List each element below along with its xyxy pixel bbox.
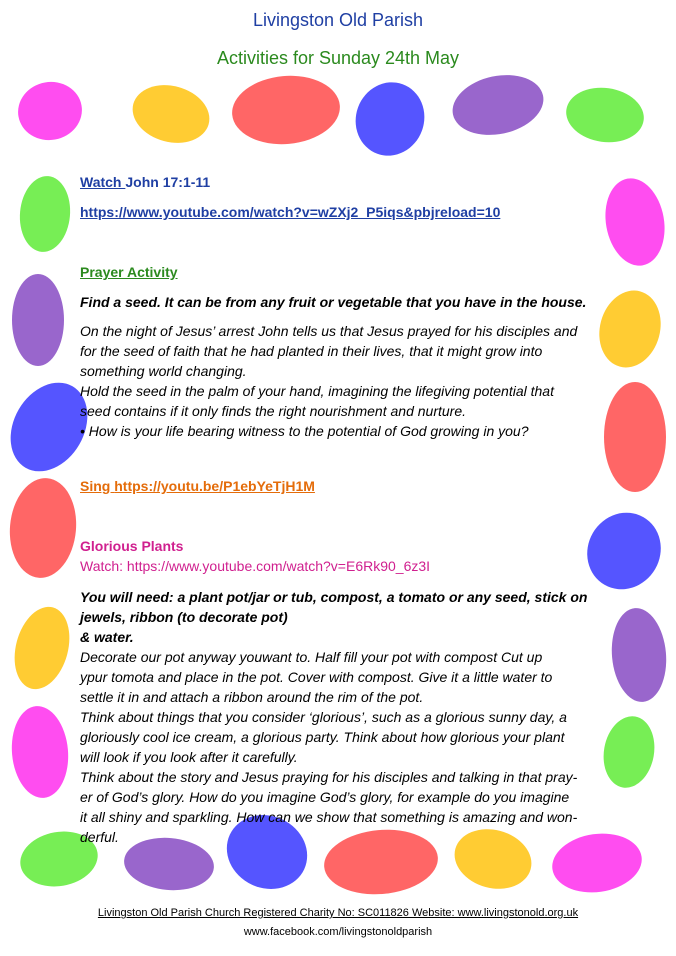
plants-instructions bbox=[80, 647, 600, 847]
page-subtitle: Activities for Sunday 24th May bbox=[216, 48, 460, 68]
prayer-line: for the seed of faith that he had planted in their lives, that it might grow into bbox=[80, 343, 543, 359]
decorative-blob bbox=[13, 77, 86, 145]
decorative-blob bbox=[608, 606, 670, 704]
prayer-text bbox=[80, 321, 600, 441]
requirements-line: You will need: a plant pot/jar or tub, compost, a tomato or any seed, stick on bbox=[80, 589, 588, 605]
decorative-blob bbox=[563, 83, 648, 147]
plants-watch-link[interactable]: Watch: https://www.youtube.com/watch?v=E6Rk90_6z3I bbox=[80, 558, 431, 574]
instruction-line: Decorate our pot anyway youwant to. Half fill your pot with compost Cut up bbox=[80, 649, 543, 665]
watch-label: Watch bbox=[80, 174, 126, 190]
sing-line bbox=[80, 476, 600, 496]
decorative-blob bbox=[229, 71, 343, 148]
prayer-instruction: Find a seed. It can be from any fruit or vegetable that you have in the house. bbox=[80, 294, 587, 310]
decorative-blob bbox=[12, 274, 64, 366]
decorative-blob bbox=[599, 174, 671, 271]
instruction-line: derful. bbox=[80, 829, 119, 845]
instruction-line: settle it in and attach a ribbon around the rim of the pot. bbox=[80, 689, 424, 705]
requirements-line: jewels, ribbon (to decorate pot) bbox=[80, 609, 288, 625]
plants-requirements bbox=[80, 587, 600, 647]
prayer-line: something world changing. bbox=[80, 363, 247, 379]
footer-facebook-line[interactable]: www.facebook.com/livingstonoldparish bbox=[243, 926, 433, 938]
instruction-line: Think about the story and Jesus praying for his disciples and talking in that pray- bbox=[80, 769, 578, 785]
decorative-blob bbox=[604, 382, 666, 492]
decorative-blob bbox=[345, 73, 434, 166]
decorative-blob bbox=[126, 77, 216, 151]
watch-video-link[interactable]: https://www.youtube.com/watch?v=wZXj2_P5iqs&pbjreload=10 bbox=[80, 204, 501, 220]
footer-charity-line[interactable]: Livingston Old Parish Church Registered Charity No: SC011826 Website: www.livingstonold.org.uk bbox=[97, 907, 579, 919]
prayer-line: Hold the seed in the palm of your hand, imagining the lifegiving potential that bbox=[80, 383, 554, 399]
decorative-blob bbox=[17, 174, 73, 254]
prayer-line: • How is your life bearing witness to the potential of God growing in you? bbox=[80, 423, 529, 439]
sing-label: Sing bbox=[80, 478, 115, 494]
requirements-line: & water. bbox=[80, 629, 134, 645]
plants-heading: Glorious Plants bbox=[80, 538, 184, 554]
instruction-line: gloriously cool ice cream, a glorious party. Think about how glorious your plant bbox=[80, 729, 565, 745]
instruction-line: ypur tomota and place in the pot. Cover with compost. Give it a little water to bbox=[80, 669, 553, 685]
instruction-line: Think about things that you consider ‘glorious’, such as a glorious sunny day, a bbox=[80, 709, 567, 725]
decorative-blob bbox=[591, 284, 669, 375]
page-title: Livingston Old Parish bbox=[252, 10, 424, 30]
sing-video-link[interactable]: https://youtu.be/P1ebYeTjH1M bbox=[114, 478, 315, 494]
decorative-blob bbox=[6, 601, 78, 696]
watch-line bbox=[80, 172, 600, 192]
prayer-line: seed contains if it only finds the right nourishment and nurture. bbox=[80, 403, 466, 419]
decorative-blob bbox=[6, 475, 80, 580]
decorative-blob bbox=[598, 712, 660, 792]
instruction-line: it all shiny and sparkling. How can we show that something is amazing and won- bbox=[80, 809, 578, 825]
prayer-line: On the night of Jesus’ arrest John tells us that Jesus prayed for his disciples and bbox=[80, 323, 578, 339]
scripture-reference: John 17:1-11 bbox=[125, 174, 211, 190]
decorative-blob bbox=[8, 704, 72, 801]
decorative-blob bbox=[447, 67, 549, 143]
instruction-line: er of God’s glory. How do you imagine God’s glory, for example do you imagine bbox=[80, 789, 570, 805]
prayer-heading: Prayer Activity bbox=[80, 264, 178, 280]
instruction-line: will look if you look after it carefully. bbox=[80, 749, 298, 765]
